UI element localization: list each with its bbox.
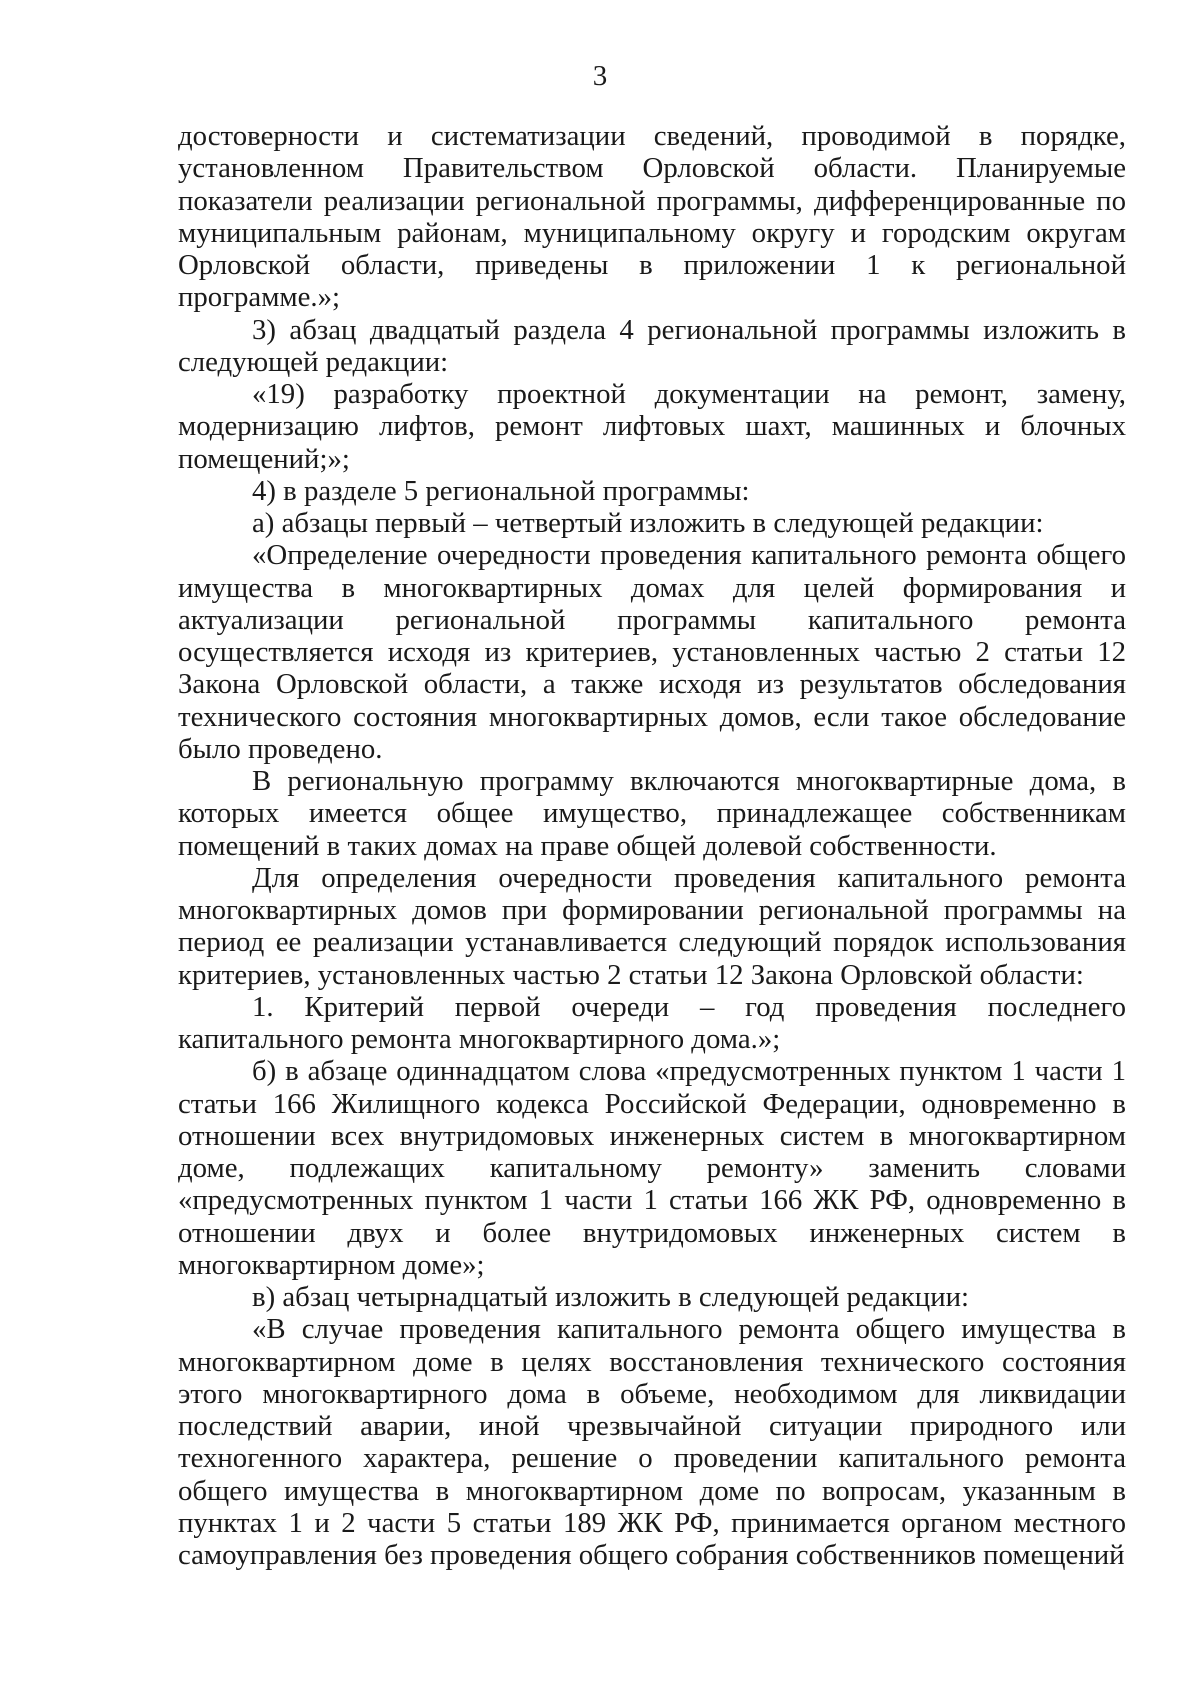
paragraph-4: 4) в разделе 5 региональной программы: xyxy=(252,474,750,507)
paragraph-5: а) абзацы первый – четвертый изложить в следующей редакции: xyxy=(252,507,1044,539)
document-body xyxy=(178,120,1126,1571)
paragraph-9: 1. Критерий первой очереди – год проведения последнего капитального ремонта многоквартирного дома.»; xyxy=(178,990,1126,1055)
paragraph-10: б) в абзаце одиннадцатом слова «предусмотренных пунктом 1 части 1 статьи 166 Жилищного кодекса Российской Федерации, одновременно в отношении всех внутридомовых инженерных систем в многоквартирном доме, подлежащих капитальному ремонту» заменить словами «предусмотренных пунктом 1 части 1 статьи 166 ЖК РФ, одновременно в отношении двух и более внутридомовых инженерных систем в многоквартирном доме»; xyxy=(178,1055,1126,1281)
page-number: 3 xyxy=(592,60,608,92)
paragraph-6: «Определение очередности проведения капитального ремонта общего имущества в многоквартирных домах для целей формирования и актуализации региональной программы капитального ремонта осуществляется исходя из критериев, установленных частью 2 статьи 12 Закона Орловской области, а также исходя из результатов обследования технического состояния многоквартирных домов, если такое обследование было проведено. xyxy=(178,539,1126,765)
paragraph-7: В региональную программу включаются многоквартирные дома, в которых имеется общее имущество, принадлежащее собственникам помещений в таких домах на праве общей долевой собственности. xyxy=(178,765,1126,862)
paragraph-8: Для определения очередности проведения капитального ремонта многоквартирных домов при формировании региональной программы на период ее реализации устанавливается следующий порядок использования критериев, установленных частью 2 статьи 12 Закона Орловской области: xyxy=(178,861,1126,991)
paragraph-2: 3) абзац двадцатый раздела 4 региональной программы изложить в следующей редакции: xyxy=(178,313,1126,378)
paragraph-12: «В случае проведения капитального ремонта общего имущества в многоквартирном доме в целях восстановления технического состояния этого многоквартирного дома в объеме, необходимом для ликвидации последствий аварии, иной чрезвычайной ситуации природного или техногенного характера, решение о проведении капитального ремонта общего имущества в многоквартирном доме по вопросам, указанным в пунктах 1 и 2 части 5 статьи 189 ЖК РФ, принимается органом местного самоуправления без проведения общего собрания собственников помещений xyxy=(178,1313,1126,1571)
paragraph-1: достоверности и систематизации сведений, проводимой в порядке, установленном Правительством Орловской области. Планируемые показатели реализации региональной программы, дифференцированные по муниципальным районам, муниципальному округу и городским округам Орловской области, приведены в приложении 1 к региональной программе.»; xyxy=(178,120,1126,314)
paragraph-11: в) абзац четырнадцатый изложить в следующей редакции: xyxy=(252,1281,970,1313)
paragraph-3: «19) разработку проектной документации на ремонт, замену, модернизацию лифтов, ремонт лифтовых шахт, машинных и блочных помещений;»; xyxy=(178,378,1126,475)
